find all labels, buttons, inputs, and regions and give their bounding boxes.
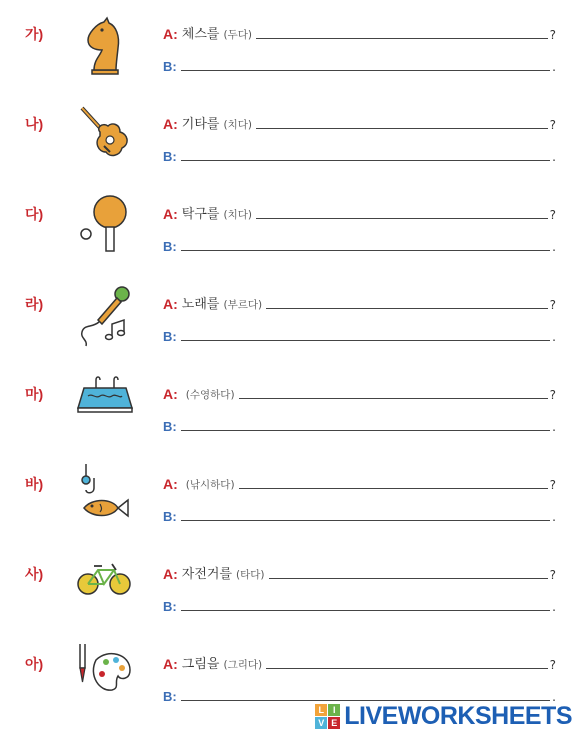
answer-blank-b[interactable]: [181, 159, 550, 161]
exercise-row: [0, 208, 586, 288]
exercise-row: [0, 388, 586, 468]
answer-blank-b[interactable]: [181, 429, 550, 431]
logo-block-v: V: [315, 717, 327, 729]
answer-line: [163, 324, 556, 344]
b-label: B:: [163, 59, 177, 74]
a-label: A:: [163, 206, 178, 222]
a-label: A:: [163, 476, 178, 492]
target-word: 그림을: [181, 657, 220, 672]
logo-block-i: I: [328, 704, 340, 716]
answer-line: [163, 144, 556, 164]
guitar-icon: [74, 104, 136, 170]
answer-blank-a[interactable]: [256, 127, 548, 129]
target-word: 탁구를: [181, 207, 220, 222]
question-line: [163, 292, 556, 312]
exercise-row: [0, 568, 586, 648]
period: .: [552, 510, 556, 524]
logo-block-l: L: [315, 704, 327, 716]
question-mark: ?: [549, 298, 556, 312]
answer-blank-a[interactable]: [256, 37, 548, 39]
answer-blank-a[interactable]: [256, 217, 548, 219]
question-mark: ?: [549, 568, 556, 582]
item-number: 라): [25, 296, 44, 312]
fishing-icon: [74, 464, 136, 530]
swimming-pool-icon: [74, 374, 136, 440]
answer-blank-b[interactable]: [181, 339, 550, 341]
question-mark: ?: [549, 118, 556, 132]
answer-blank-b[interactable]: [181, 609, 550, 611]
question-line: [163, 112, 556, 132]
question-mark: ?: [549, 208, 556, 222]
period: .: [552, 330, 556, 344]
bicycle-icon: [74, 554, 136, 620]
exercise-row: [0, 118, 586, 198]
verb-hint: (낚시하다): [185, 479, 235, 491]
answer-blank-a[interactable]: [239, 397, 548, 399]
exercise-row: [0, 478, 586, 558]
question-line: [163, 22, 556, 42]
a-label: A:: [163, 296, 178, 312]
answer-line: [163, 504, 556, 524]
answer-blank-a[interactable]: [239, 487, 548, 489]
b-label: B:: [163, 149, 177, 164]
item-number: 사): [25, 566, 44, 582]
target-word: 자전거를: [181, 567, 233, 582]
painting-palette-icon: [74, 644, 136, 710]
period: .: [552, 690, 556, 704]
verb-hint: (두다): [223, 29, 252, 41]
question-mark: ?: [549, 28, 556, 42]
verb-hint: (치다): [223, 119, 252, 131]
a-label: A:: [163, 386, 178, 402]
exercise-row: [0, 28, 586, 108]
target-word: 체스를: [181, 27, 220, 42]
b-label: B:: [163, 329, 177, 344]
answer-blank-b[interactable]: [181, 69, 550, 71]
question-mark: ?: [549, 658, 556, 672]
a-label: A:: [163, 656, 178, 672]
item-number: 나): [25, 116, 44, 132]
answer-blank-b[interactable]: [181, 699, 550, 701]
question-line: [163, 652, 556, 672]
microphone-icon: [74, 284, 136, 350]
chess-knight-icon: [74, 14, 136, 80]
answer-blank-a[interactable]: [266, 667, 548, 669]
period: .: [552, 600, 556, 614]
verb-hint: (타다): [236, 569, 265, 581]
period: .: [552, 150, 556, 164]
answer-blank-a[interactable]: [266, 307, 548, 309]
a-label: A:: [163, 26, 178, 42]
question-line: [163, 562, 556, 582]
question-line: [163, 472, 556, 492]
question-line: [163, 382, 556, 402]
verb-hint: (부르다): [223, 299, 263, 311]
question-mark: ?: [549, 478, 556, 492]
answer-blank-b[interactable]: [181, 519, 550, 521]
period: .: [552, 60, 556, 74]
verb-hint: (수영하다): [185, 389, 235, 401]
a-label: A:: [163, 116, 178, 132]
answer-blank-a[interactable]: [269, 577, 548, 579]
answer-blank-b[interactable]: [181, 249, 550, 251]
a-label: A:: [163, 566, 178, 582]
answer-line: [163, 54, 556, 74]
answer-line: [163, 684, 556, 704]
verb-hint: (그리다): [223, 659, 263, 671]
period: .: [552, 420, 556, 434]
target-word: 노래를: [181, 297, 220, 312]
answer-line: [163, 594, 556, 614]
logo-blocks: [315, 704, 340, 729]
item-number: 아): [25, 656, 44, 672]
verb-hint: (치다): [223, 209, 252, 221]
question-mark: ?: [549, 388, 556, 402]
answer-line: [163, 414, 556, 434]
item-number: 마): [25, 386, 44, 402]
b-label: B:: [163, 419, 177, 434]
answer-line: [163, 234, 556, 254]
item-number: 바): [25, 476, 44, 492]
b-label: B:: [163, 509, 177, 524]
question-line: [163, 202, 556, 222]
liveworksheets-logo: [315, 702, 572, 731]
logo-text: LIVEWORKSHEETS: [344, 702, 572, 730]
ping-pong-icon: [74, 194, 136, 260]
b-label: B:: [163, 599, 177, 614]
logo-block-e: E: [328, 717, 340, 729]
target-word: 기타를: [181, 117, 220, 132]
exercise-row: [0, 298, 586, 378]
b-label: B:: [163, 239, 177, 254]
period: .: [552, 240, 556, 254]
b-label: B:: [163, 689, 177, 704]
item-number: 다): [25, 206, 44, 222]
item-number: 가): [25, 26, 44, 42]
